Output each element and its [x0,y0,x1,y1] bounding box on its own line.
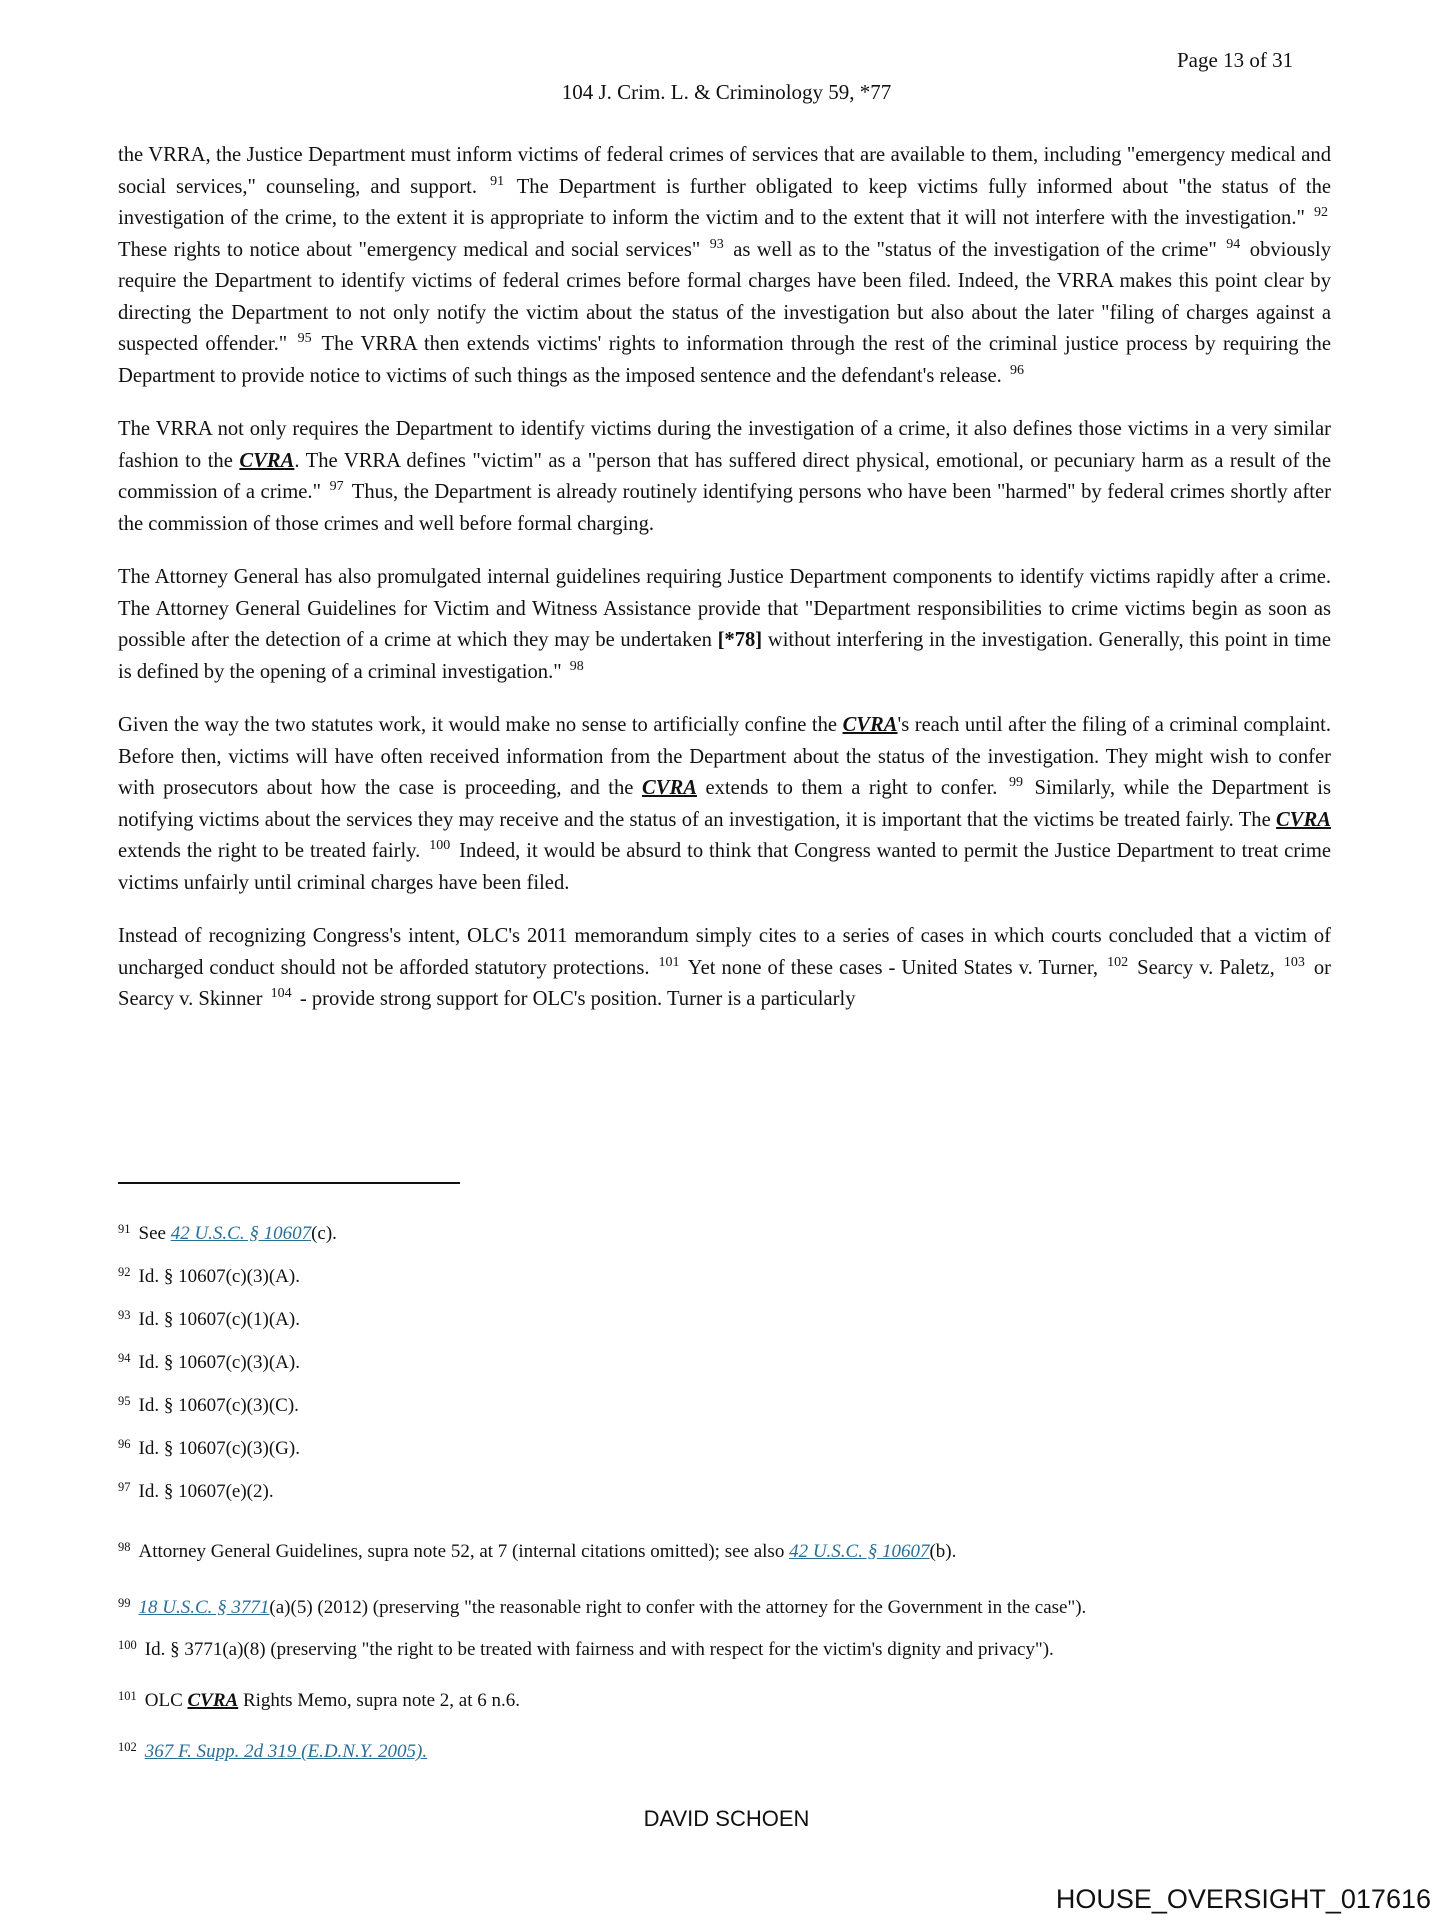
running-header-citation: 104 J. Crim. L. & Criminology 59, *77 [561,80,892,104]
cvra-link[interactable]: CVRA [187,1690,239,1711]
text: or Searcy v. Skinner [118,956,1332,1010]
footnote-ref-97[interactable]: 97 [329,479,344,494]
text: Id. § 10607(c)(3)(A). [138,1352,300,1373]
text: The VRRA then extends victims' rights to information through the rest of the criminal justice process by requiring the Department to provide notice to victims of such things as the imposed sentence and the defendant's release. [118,333,1331,387]
footnote-93 [118,1308,300,1331]
footnote-number: 97 [118,1480,131,1494]
footnote-ref-99[interactable]: 99 [1009,775,1023,790]
footnote-divider [118,1182,460,1184]
text: - provide strong support for OLC's position. Turner is a particularly [299,988,856,1010]
footnote-ref-98[interactable]: 98 [569,658,584,674]
author-footer: DAVID SCHOEN [643,1806,810,1831]
footnote-99 [118,1596,1086,1619]
page-number: Page 13 of 31 [1177,48,1294,72]
text: Id. § 10607(c)(1)(A). [138,1309,300,1330]
footnote-101 [118,1689,520,1712]
text: Indeed, it would be absurd to think that Congress wanted to permit the Justice Department to treat crime victims unfairly until criminal charges have been filed. [118,840,1332,894]
paragraph-5 [118,921,1331,1016]
footnote-ref-91[interactable]: 91 [490,173,505,189]
text: The Department is further obligated to keep victims fully informed about "the status of the investigation of the crime, to the extent it is appropriate to inform the victim and to the extent that it will not interfere with the investigation." [118,175,1332,229]
cvra-link[interactable]: CVRA [842,714,898,736]
footnote-94 [118,1351,300,1374]
text: See [138,1223,171,1244]
footnote-ref-96[interactable]: 96 [1010,362,1024,378]
footnote-number: 92 [118,1265,131,1279]
text: 's reach until after the filing of a criminal complaint. Before then, victims will have often received information from the Department about the status of the investigation. They might wish to confer with prosecutors about how the case is proceeding, and the [118,714,1332,799]
footnote-ref-103[interactable]: 103 [1283,954,1305,970]
footnote-number: 96 [118,1437,131,1451]
text: obviously require the Department to identify victims of federal crimes before formal charges have been filed. Indeed, the VRRA makes this point clear by directing the Department to not only notify the victim about the status of the investigation but also about the later "filing of charges against a suspected offender." [118,238,1332,355]
footnote-number: 100 [118,1638,137,1652]
footnote-number: 99 [118,1596,131,1610]
case-citation-link[interactable]: 367 F. Supp. 2d 319 (E.D.N.Y. 2005). [144,1741,428,1762]
statute-link[interactable]: 18 U.S.C. § 3771 [138,1597,270,1618]
footnote-ref-104[interactable]: 104 [270,986,292,1001]
text: Id. § 10607(e)(2). [138,1481,274,1502]
text: extends the right to be treated fairly. [118,840,421,862]
text: as well as to the "status of the investigation of the crime" [733,238,1217,261]
paragraph-1 [118,140,1331,392]
text: Searcy v. Paletz, [1137,956,1275,979]
paragraph-2 [118,414,1331,540]
footnote-102 [118,1740,427,1763]
footnote-ref-93[interactable]: 93 [709,236,724,252]
cvra-link[interactable]: CVRA [239,449,295,472]
paragraph-4 [118,710,1331,899]
footnote-96 [118,1437,300,1460]
text: Attorney General Guidelines, supra note 52, at 7 (internal citations omitted); see also [138,1541,790,1562]
footnote-ref-100[interactable]: 100 [429,838,451,853]
text: without interfering in the investigation. Generally, this point in time is defined by the opening of a criminal investigation." [118,629,1331,683]
text: The VRRA not only requires the Department to identify victims during the investigation of a crime, it also defines those victims in a very similar fashion to the [118,418,1331,472]
footnote-number: 93 [118,1308,131,1322]
footnote-number: 98 [118,1540,131,1554]
text: (c). [311,1223,337,1244]
text: Id. § 10607(c)(3)(A). [138,1266,300,1287]
text: (a)(5) (2012) (preserving "the reasonable right to confer with the attorney for the Government in the case"). [269,1597,1087,1618]
statute-link[interactable]: 42 U.S.C. § 10607 [789,1541,930,1562]
text: Instead of recognizing Congress's intent, OLC's 2011 memorandum simply cites to a series of cases in which courts concluded that a victim of uncharged conduct should not be afforded statutory protections. [118,925,1331,979]
footnote-91 [118,1222,337,1245]
paragraph-3 [118,562,1331,688]
text: Thus, the Department is already routinely identifying persons who have been "harmed" by federal crimes shortly after the commission of those crimes and well before formal charging. [118,481,1331,535]
text: The Attorney General has also promulgated internal guidelines requiring Justice Department components to identify victims rapidly after a crime. The Attorney General Guidelines for Victim and Witness Assistance provide that "Department responsibilities to crime victims begin as soon as possible after the detection of a crime at which they may be undertaken [118,566,1331,651]
bates-number: HOUSE_OVERSIGHT_017616 [1055,1884,1431,1914]
footnote-ref-102[interactable]: 102 [1107,954,1129,970]
text: Rights Memo, supra note 2, at 6 n.6. [238,1690,521,1711]
cvra-link[interactable]: CVRA [641,777,697,799]
text: Yet none of these cases - United States v. Turner, [687,956,1099,979]
text: Similarly, while the Department is notifying victims about the services they may receive and the status of an investigation, it is important that the victims be treated fairly. The [118,777,1332,831]
footnote-ref-92[interactable]: 92 [1314,205,1328,220]
footnote-95 [118,1394,299,1417]
statute-link[interactable]: 42 U.S.C. § 10607 [170,1223,312,1244]
cvra-link[interactable]: CVRA [1276,808,1331,831]
footnote-97 [118,1480,274,1503]
text: Id. § 10607(c)(3)(G). [138,1438,300,1459]
text: extends to them a right to confer. [705,777,998,799]
footnote-ref-94[interactable]: 94 [1226,236,1241,252]
footnote-100 [118,1638,1054,1661]
footnote-number: 102 [118,1740,137,1754]
text: the VRRA, the Justice Department must inform victims of federal crimes of services that are available to them, including "emergency medical and social services," counseling, and support. [118,144,1331,198]
text: . The VRRA defines "victim" as a "person that has suffered direct physical, emotional, or pecuniary harm as a result of the commission of a crime." [118,449,1331,503]
text: OLC [144,1690,188,1711]
footnote-ref-95[interactable]: 95 [297,331,312,346]
footnote-number: 95 [118,1394,131,1408]
footnote-92 [118,1265,300,1288]
text: These rights to notice about "emergency medical and social services" [118,238,701,261]
text: Id. § 3771(a)(8) (preserving "the right to be treated with fairness and with respect for the victim's dignity and privacy"). [144,1639,1054,1660]
footnote-number: 94 [118,1351,131,1365]
text: (b). [929,1541,957,1562]
footnote-number: 101 [118,1689,137,1703]
footnote-ref-101[interactable]: 101 [658,954,680,970]
star-page-marker: [*78] [717,629,763,651]
footnote-number: 91 [118,1222,131,1236]
text: Given the way the two statutes work, it would make no sense to artificially confine the [118,714,838,736]
text: Id. § 10607(c)(3)(C). [138,1395,299,1416]
footnote-98 [118,1540,956,1563]
main-text [118,140,1331,1038]
